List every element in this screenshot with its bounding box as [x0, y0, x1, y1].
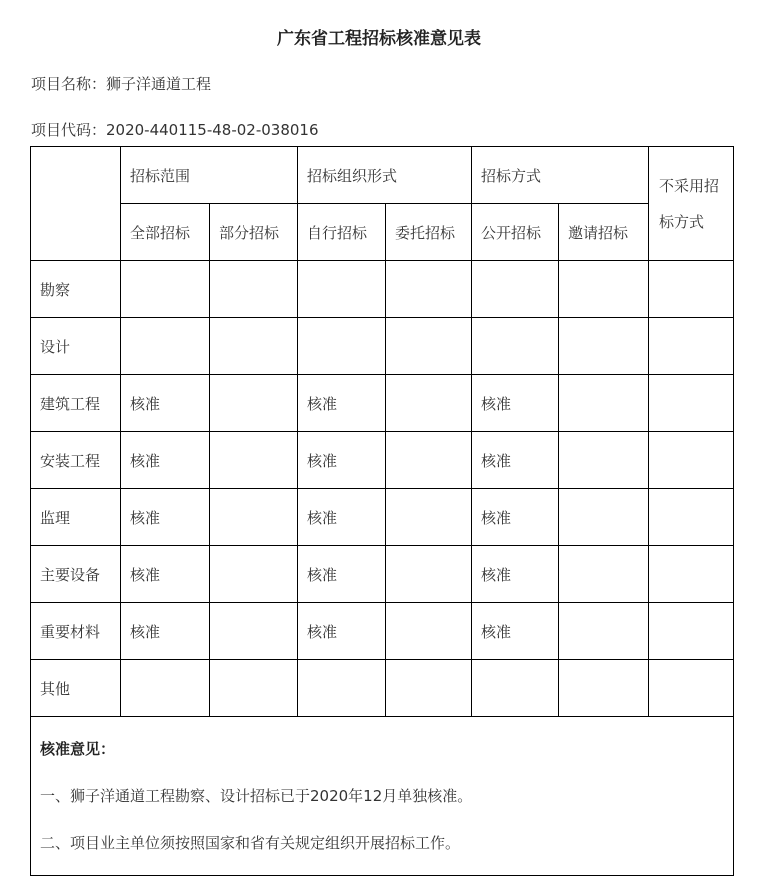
cell-open: 核准	[472, 546, 559, 603]
cell-full: 核准	[121, 489, 210, 546]
cell-open: 核准	[472, 603, 559, 660]
cell-entrusted	[386, 261, 472, 318]
table-row	[31, 318, 734, 375]
cell-open	[472, 660, 559, 717]
cell-no-bidding	[649, 660, 734, 717]
cell-partial	[210, 603, 298, 660]
header-entrusted: 委托招标	[386, 204, 472, 261]
cell-invited	[559, 375, 649, 432]
header-row-sub	[31, 204, 734, 261]
cell-entrusted	[386, 318, 472, 375]
project-code: 项目代码：2020-440115-48-02-038016	[31, 121, 319, 139]
cell-entrusted	[386, 660, 472, 717]
cell-no-bidding	[649, 432, 734, 489]
cell-partial	[210, 546, 298, 603]
cell-self: 核准	[298, 489, 386, 546]
opinion-item: 一、狮子洋通道工程勘察、设计招标已于2020年12月单独核准。	[40, 787, 473, 805]
opinion-item: 二、项目业主单位须按照国家和省有关规定组织开展招标工作。	[40, 834, 461, 852]
cell-partial	[210, 660, 298, 717]
row-label: 监理	[31, 489, 121, 546]
cell-no-bidding	[649, 375, 734, 432]
row-label: 安装工程	[31, 432, 121, 489]
cell-entrusted	[386, 489, 472, 546]
row-label: 勘察	[31, 261, 121, 318]
cell-open: 核准	[472, 489, 559, 546]
row-label: 其他	[31, 660, 121, 717]
cell-self: 核准	[298, 546, 386, 603]
cell-invited	[559, 489, 649, 546]
cell-self: 核准	[298, 603, 386, 660]
cell-partial	[210, 432, 298, 489]
cell-full: 核准	[121, 603, 210, 660]
cell-self	[298, 318, 386, 375]
header-method: 招标方式	[472, 147, 649, 204]
cell-full: 核准	[121, 432, 210, 489]
cell-entrusted	[386, 546, 472, 603]
header-no-bidding: 不采用招标方式	[649, 147, 734, 261]
table-row	[31, 603, 734, 660]
cell-partial	[210, 489, 298, 546]
cell-invited	[559, 603, 649, 660]
cell-self: 核准	[298, 375, 386, 432]
cell-invited	[559, 432, 649, 489]
row-label: 重要材料	[31, 603, 121, 660]
cell-entrusted	[386, 375, 472, 432]
header-full: 全部招标	[121, 204, 210, 261]
cell-full	[121, 318, 210, 375]
header-organization: 招标组织形式	[298, 147, 472, 204]
table-row	[31, 432, 734, 489]
cell-self: 核准	[298, 432, 386, 489]
cell-open	[472, 318, 559, 375]
cell-invited	[559, 261, 649, 318]
cell-full: 核准	[121, 375, 210, 432]
cell-partial	[210, 261, 298, 318]
cell-partial	[210, 375, 298, 432]
cell-partial	[210, 318, 298, 375]
opinion-row	[31, 717, 734, 876]
cell-full	[121, 261, 210, 318]
header-self: 自行招标	[298, 204, 386, 261]
corner-cell	[31, 147, 121, 261]
cell-self	[298, 261, 386, 318]
cell-no-bidding	[649, 603, 734, 660]
cell-entrusted	[386, 603, 472, 660]
cell-open	[472, 261, 559, 318]
cell-invited	[559, 660, 649, 717]
table-row	[31, 261, 734, 318]
cell-open: 核准	[472, 432, 559, 489]
row-label: 主要设备	[31, 546, 121, 603]
table-row	[31, 375, 734, 432]
header-scope: 招标范围	[121, 147, 298, 204]
page-title: 广东省工程招标核准意见表	[277, 29, 481, 49]
cell-no-bidding	[649, 489, 734, 546]
opinion-title: 核准意见：	[40, 740, 116, 758]
cell-open: 核准	[472, 375, 559, 432]
header-invited: 邀请招标	[559, 204, 649, 261]
opinion-section	[31, 717, 734, 876]
table-row	[31, 660, 734, 717]
table-row	[31, 489, 734, 546]
project-name: 项目名称：狮子洋通道工程	[31, 75, 212, 93]
header-partial: 部分招标	[210, 204, 298, 261]
header-open: 公开招标	[472, 204, 559, 261]
cell-invited	[559, 546, 649, 603]
cell-no-bidding	[649, 261, 734, 318]
cell-full	[121, 660, 210, 717]
header-row-groups	[31, 147, 734, 204]
cell-no-bidding	[649, 318, 734, 375]
row-label: 建筑工程	[31, 375, 121, 432]
row-label: 设计	[31, 318, 121, 375]
cell-no-bidding	[649, 546, 734, 603]
cell-invited	[559, 318, 649, 375]
cell-full: 核准	[121, 546, 210, 603]
table-row	[31, 546, 734, 603]
cell-self	[298, 660, 386, 717]
approval-table	[30, 146, 734, 876]
cell-entrusted	[386, 432, 472, 489]
